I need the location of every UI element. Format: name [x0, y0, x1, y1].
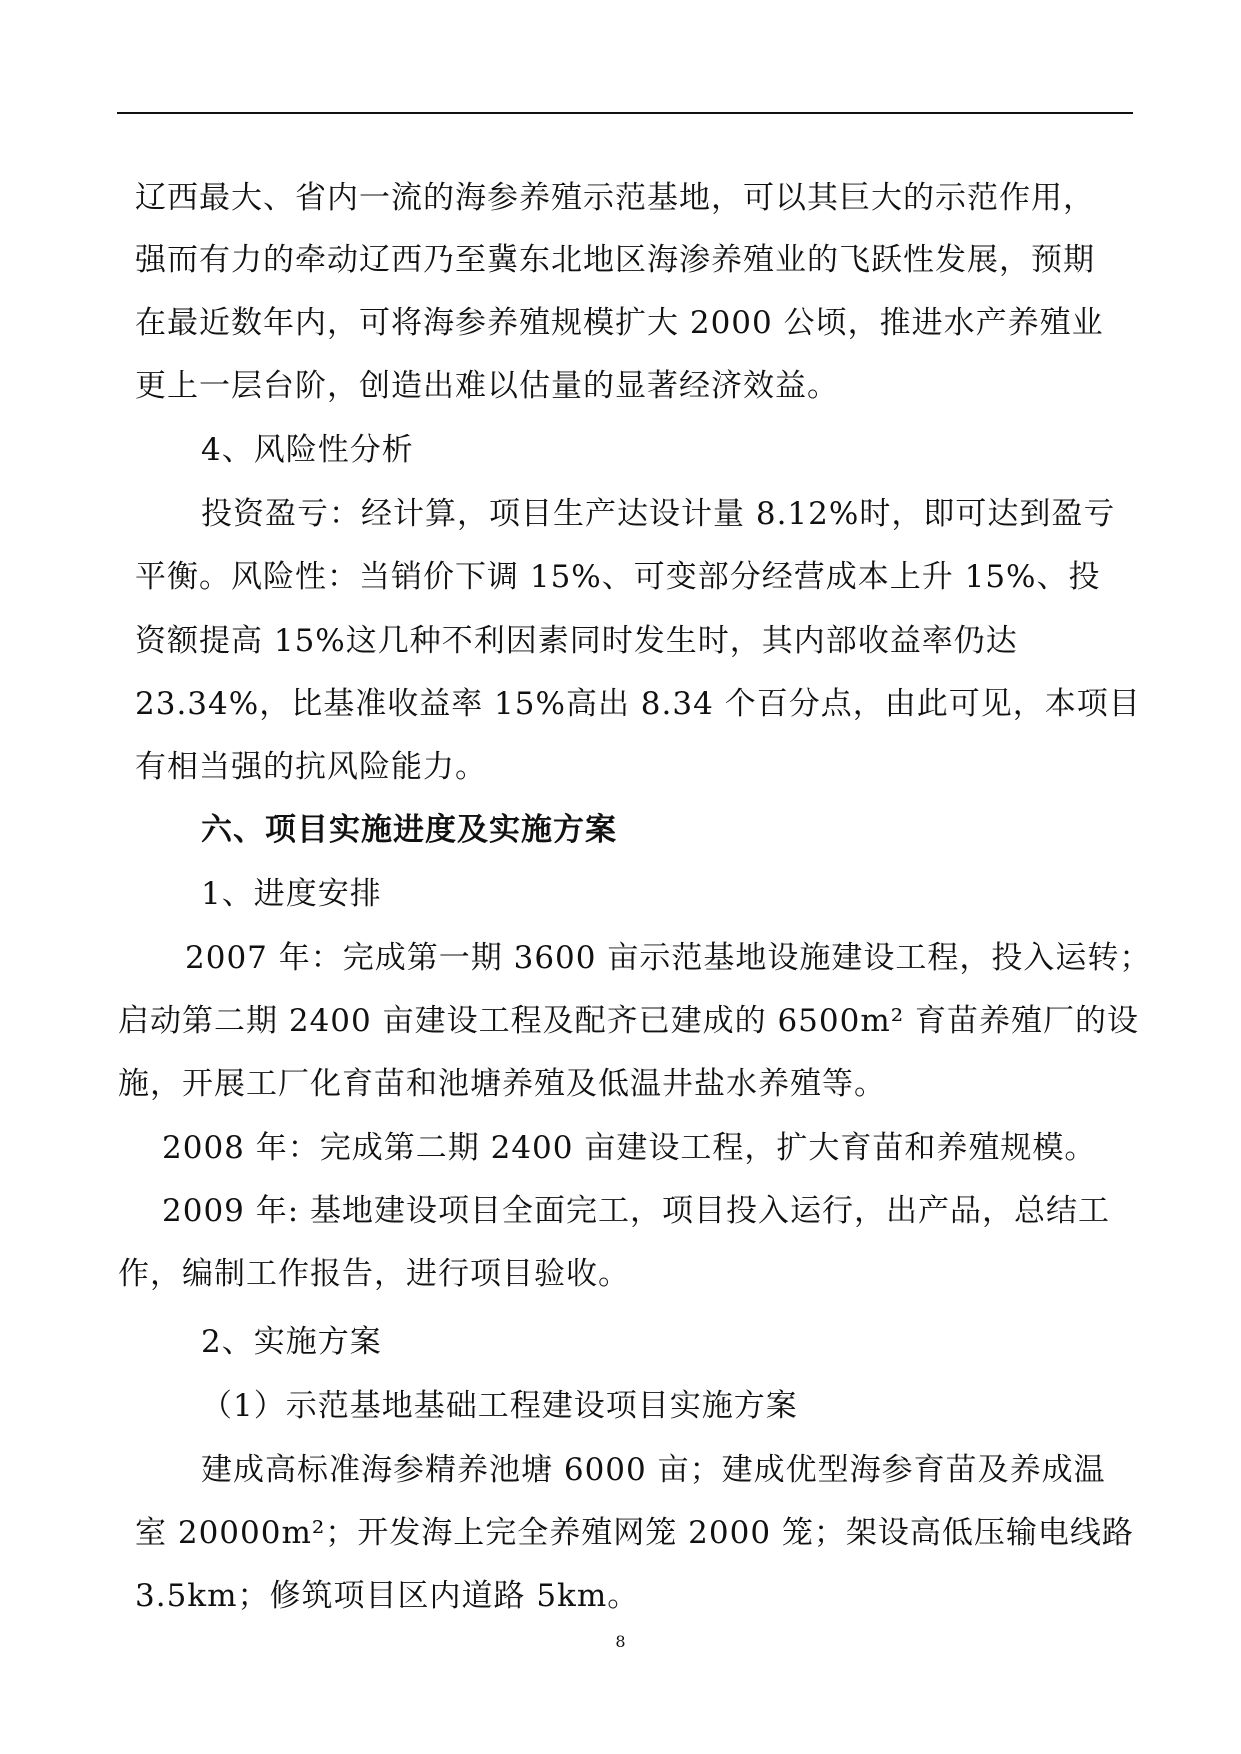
- text-line: 23.34%，比基准收益率 15%高出 8.34 个百分点，由此可见，本项目: [135, 686, 1141, 722]
- section-heading: 1、进度安排: [201, 876, 382, 912]
- section-heading: 2、实施方案: [201, 1324, 382, 1360]
- text-line: 3.5km；修筑项目区内道路 5km。: [135, 1578, 640, 1614]
- text-line: 建成高标准海参精养池塘 6000 亩；建成优型海参育苗及养成温: [201, 1452, 1106, 1488]
- text-line: 室 20000m²；开发海上完全养殖网笼 2000 笼；架设高低压输电线路: [135, 1515, 1134, 1551]
- text-line: 启动第二期 2400 亩建设工程及配齐已建成的 6500m² 育苗养殖厂的设: [118, 1003, 1140, 1039]
- text-line: 2007 年：完成第一期 3600 亩示范基地设施建设工程，投入运转；: [185, 940, 1152, 976]
- text-line: 平衡。风险性：当销价下调 15%、可变部分经营成本上升 15%、投: [135, 559, 1101, 595]
- section-heading: 4、风险性分析: [201, 432, 414, 468]
- text-line: 有相当强的抗风险能力。: [135, 749, 487, 785]
- header-rule: [117, 112, 1133, 114]
- subsection-heading: （1）示范基地基础工程建设项目实施方案: [201, 1388, 798, 1424]
- text-line: 更上一层台阶，创造出难以估量的显著经济效益。: [135, 368, 839, 404]
- page-number: 8: [615, 1632, 626, 1651]
- text-line: 投资盈亏：经计算，项目生产达设计量 8.12%时，即可达到盈亏: [201, 496, 1116, 532]
- text-line: 施，开展工厂化育苗和池塘养殖及低温井盐水养殖等。: [118, 1066, 886, 1102]
- text-line: 2009 年: 基地建设项目全面完工，项目投入运行，出产品，总结工: [162, 1193, 1111, 1229]
- text-line: 资额提高 15%这几种不利因素同时发生时，其内部收益率仍达: [135, 623, 1018, 659]
- text-line: 2008 年：完成第二期 2400 亩建设工程，扩大育苗和养殖规模。: [162, 1130, 1097, 1166]
- text-line: 辽西最大、省内一流的海参养殖示范基地，可以其巨大的示范作用，: [135, 180, 1095, 216]
- text-line: 作，编制工作报告，进行项目验收。: [118, 1256, 630, 1292]
- chapter-heading: 六、项目实施进度及实施方案: [201, 812, 617, 848]
- text-line: 在最近数年内，可将海参养殖规模扩大 2000 公顷，推进水产养殖业: [135, 305, 1104, 341]
- text-line: 强而有力的牵动辽西乃至冀东北地区海渗养殖业的飞跃性发展，预期: [135, 242, 1095, 278]
